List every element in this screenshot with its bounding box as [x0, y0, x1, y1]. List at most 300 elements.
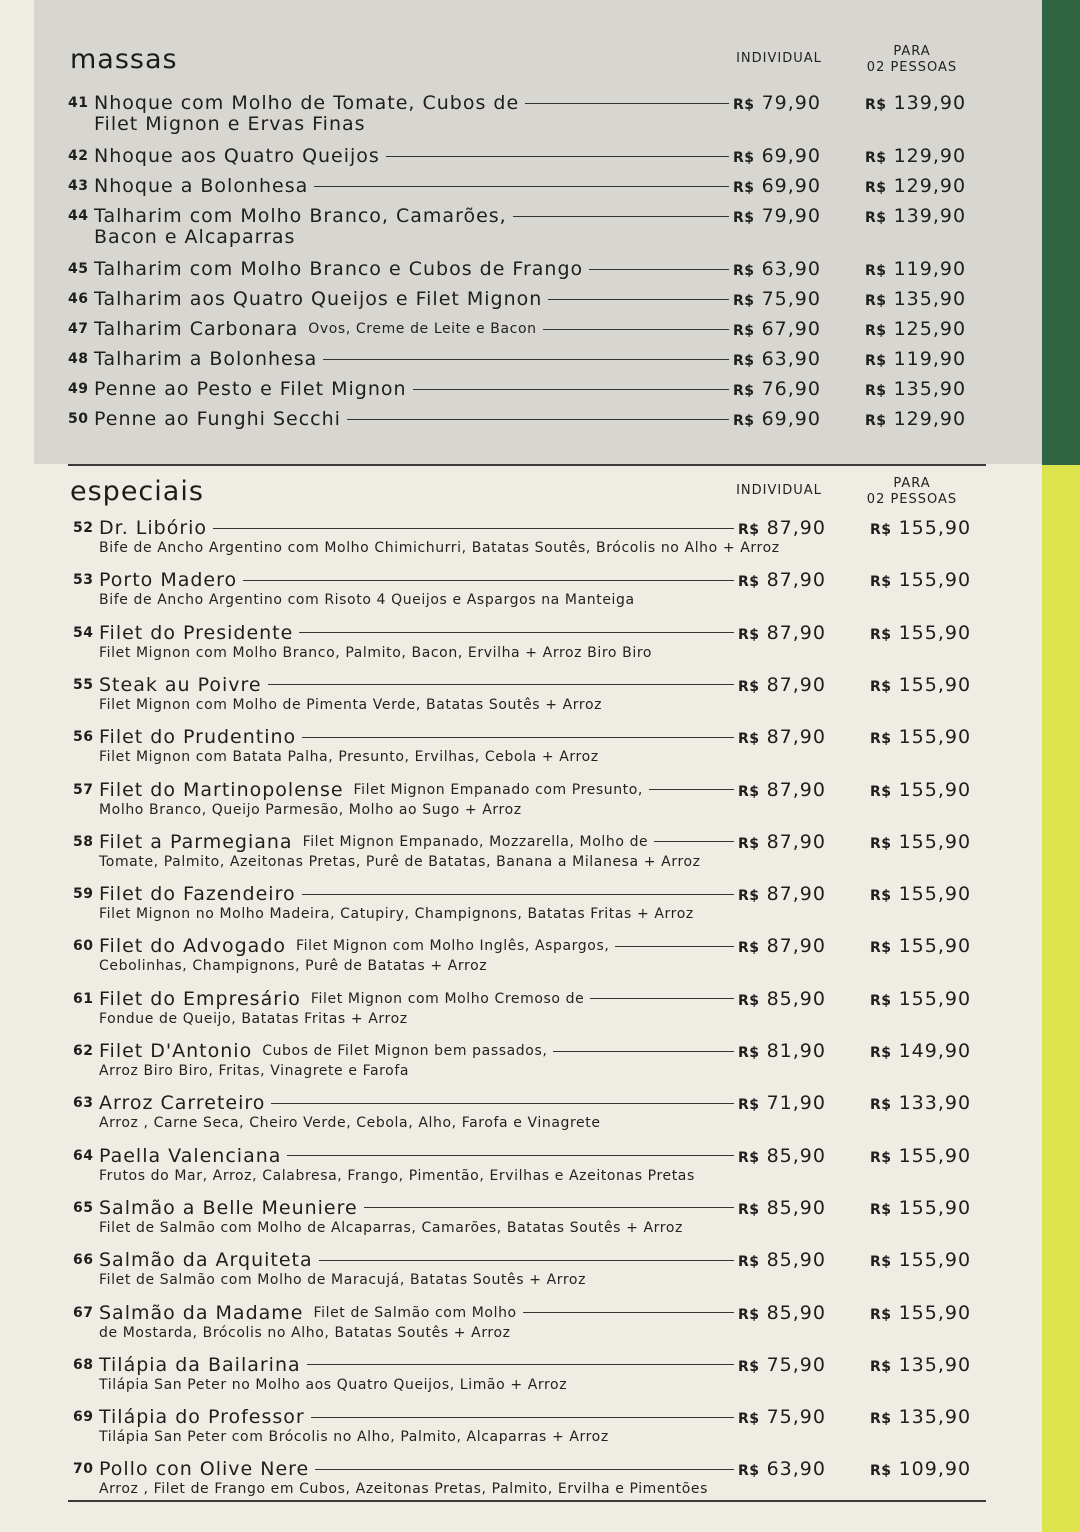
item-name: Penne ao Funghi Secchi — [94, 408, 341, 430]
item-number: 52 — [73, 520, 94, 536]
item-description: Frutos do Mar, Arroz, Calabresa, Frango, Pimentão, Ervilhas e Azeitonas Pretas — [99, 1167, 695, 1184]
massas-section-title: massas — [70, 44, 178, 75]
currency-symbol: R$ — [870, 1358, 892, 1375]
item-name: Salmão da Arquiteta — [99, 1249, 313, 1272]
price-individual-value: 69,90 — [761, 175, 821, 197]
item-name: Filet do Fazendeiro — [99, 883, 296, 906]
item-title-line — [73, 1352, 738, 1378]
item-title-line — [68, 406, 733, 432]
price-individual — [738, 881, 826, 907]
item-number: 53 — [73, 572, 94, 589]
item-number: 43 — [68, 178, 89, 194]
item-inline-description: Filet Mignon com Molho Inglês, Aspargos, — [296, 938, 610, 955]
price-individual — [738, 1195, 826, 1221]
currency-symbol: R$ — [870, 992, 892, 1009]
currency-symbol: R$ — [870, 783, 892, 800]
price-individual-value: 87,90 — [766, 778, 826, 801]
currency-symbol: R$ — [738, 1254, 760, 1271]
dotted-leader — [523, 1312, 734, 1313]
massas-col-pessoas: 02 PESSOAS — [866, 60, 958, 75]
price-two-people-value: 155,90 — [898, 1249, 972, 1272]
price-two-people-value: 155,90 — [898, 830, 972, 853]
item-name: Talharim com Molho Branco e Cubos de Frango — [94, 258, 584, 280]
price-two-people — [870, 1300, 971, 1326]
price-individual-value: 69,90 — [761, 408, 821, 430]
price-two-people — [870, 724, 971, 750]
price-two-people — [870, 1195, 971, 1221]
currency-symbol: R$ — [870, 1149, 892, 1166]
item-title-line — [73, 1143, 738, 1169]
price-two-people-value: 129,90 — [893, 408, 967, 430]
price-two-people-value: 155,90 — [898, 726, 972, 749]
currency-symbol: R$ — [733, 210, 755, 226]
currency-symbol: R$ — [870, 678, 892, 695]
price-individual — [738, 1038, 826, 1064]
price-two-people-value: 135,90 — [893, 288, 967, 310]
item-name: Salmão a Belle Meuniere — [99, 1196, 358, 1219]
dotted-leader — [525, 103, 729, 104]
dotted-leader — [299, 632, 734, 633]
price-individual — [733, 406, 821, 432]
currency-symbol: R$ — [870, 1411, 892, 1428]
price-individual-value: 81,90 — [766, 1040, 826, 1062]
item-title-line — [68, 376, 733, 402]
price-individual-value: 85,90 — [766, 1301, 826, 1324]
item-title-line — [68, 286, 733, 312]
item-title-line — [73, 933, 738, 959]
price-individual — [733, 316, 821, 342]
price-individual — [733, 346, 821, 372]
item-description: Filet Mignon com Molho de Pimenta Verde, Batatas Soutês + Arroz — [99, 696, 603, 713]
price-two-people — [870, 515, 971, 541]
price-two-people-value: 135,90 — [898, 1353, 972, 1376]
item-name: Talharim a Bolonhesa — [94, 348, 318, 370]
price-two-people — [865, 286, 966, 312]
item-name: Filet do Martinopolense — [99, 778, 344, 801]
item-description: Arroz Biro Biro, Fritas, Vinagrete e Farofa — [99, 1063, 410, 1079]
item-title-line — [68, 256, 733, 282]
item-title-line — [68, 316, 733, 342]
currency-symbol: R$ — [865, 210, 887, 226]
currency-symbol: R$ — [870, 1201, 892, 1218]
item-name: Filet do Advogado — [99, 935, 286, 958]
dotted-leader — [654, 841, 734, 842]
price-two-people — [865, 203, 966, 229]
currency-symbol: R$ — [870, 626, 892, 643]
price-individual — [738, 933, 826, 959]
dotted-leader — [213, 528, 734, 529]
price-individual-value: 87,90 — [766, 621, 826, 644]
item-number: 50 — [68, 411, 89, 427]
especiais-col-para-pessoas — [858, 476, 966, 508]
price-two-people-value: 125,90 — [893, 318, 967, 340]
price-individual-value: 63,90 — [761, 348, 821, 370]
item-title-line — [73, 881, 738, 907]
item-number: 63 — [73, 1095, 94, 1112]
dotted-leader — [314, 186, 729, 187]
price-two-people — [870, 829, 971, 855]
item-title-line — [73, 1300, 738, 1326]
currency-symbol: R$ — [870, 522, 892, 538]
especiais-section-title: especiais — [70, 476, 204, 507]
price-two-people-value: 119,90 — [893, 348, 967, 370]
item-number: 41 — [68, 95, 89, 111]
currency-symbol: R$ — [733, 383, 755, 399]
green-side-stripe — [1042, 0, 1080, 465]
price-individual — [733, 173, 821, 199]
item-title-line — [73, 724, 738, 750]
price-two-people-value: 129,90 — [893, 145, 967, 167]
dotted-leader — [319, 1260, 734, 1261]
price-individual — [738, 1404, 826, 1430]
price-individual-value: 85,90 — [766, 1144, 826, 1167]
item-name: Steak au Poivre — [99, 673, 262, 696]
price-two-people-value: 155,90 — [898, 1196, 972, 1219]
item-description: de Mostarda, Brócolis no Alho, Batatas Soutês + Arroz — [99, 1324, 511, 1341]
item-description: Tomate, Palmito, Azeitonas Pretas, Purê de Batatas, Banana a Milanesa + Arroz — [99, 853, 701, 870]
price-two-people — [870, 620, 971, 646]
yellow-side-stripe — [1042, 465, 1080, 1532]
dotted-leader — [589, 269, 729, 270]
dotted-leader — [243, 580, 734, 581]
item-inline-description: Filet Mignon Empanado, Mozzarella, Molho de — [302, 833, 649, 850]
price-individual-value: 87,90 — [766, 830, 826, 853]
item-name: Porto Madero — [99, 569, 238, 592]
price-individual-value: 76,90 — [761, 378, 821, 400]
dotted-leader — [268, 684, 734, 685]
currency-symbol: R$ — [738, 522, 760, 538]
price-two-people — [870, 672, 971, 698]
item-title-line — [73, 1456, 738, 1482]
massas-col-para: PARA — [893, 44, 931, 59]
currency-symbol: R$ — [733, 97, 755, 113]
price-two-people-value: 155,90 — [898, 1301, 972, 1324]
item-description: Arroz , Filet de Frango em Cubos, Azeitonas Pretas, Palmito, Ervilha e Pimentões — [99, 1481, 708, 1498]
currency-symbol: R$ — [870, 835, 892, 852]
item-title-line — [73, 1404, 738, 1430]
item-title-line — [73, 1247, 738, 1273]
price-individual-value: 75,90 — [766, 1353, 826, 1376]
currency-symbol: R$ — [865, 97, 887, 113]
item-description: Filet Mignon com Batata Palha, Presunto, Ervilhas, Cebola + Arroz — [99, 749, 599, 766]
bottom-rule — [68, 1500, 986, 1502]
item-name: Salmão da Madame — [99, 1301, 304, 1324]
price-individual — [738, 1300, 826, 1326]
price-two-people — [870, 1352, 971, 1378]
price-individual — [738, 1352, 826, 1378]
dotted-leader — [615, 946, 734, 947]
dotted-leader — [548, 299, 729, 300]
price-two-people — [865, 173, 966, 199]
price-individual — [738, 515, 826, 541]
item-name: Pollo con Olive Nere — [99, 1458, 310, 1481]
item-number: 44 — [68, 208, 89, 224]
dotted-leader — [287, 1155, 734, 1156]
price-individual-value: 87,90 — [766, 883, 826, 906]
price-two-people — [870, 1090, 971, 1116]
item-title-line — [73, 620, 738, 646]
item-number: 64 — [73, 1147, 94, 1164]
currency-symbol: R$ — [870, 731, 892, 748]
price-individual-value: 87,90 — [766, 517, 826, 539]
price-individual-value: 87,90 — [766, 673, 826, 696]
dotted-leader — [271, 1103, 734, 1104]
item-inline-description: Filet Mignon Empanado com Presunto, — [353, 781, 643, 798]
currency-symbol: R$ — [733, 293, 755, 309]
item-inline-description: Filet Mignon com Molho Cremoso de — [310, 990, 585, 1007]
currency-symbol: R$ — [865, 383, 887, 399]
dotted-leader — [311, 1417, 734, 1418]
item-number: 65 — [73, 1199, 94, 1216]
price-two-people — [865, 143, 966, 169]
dotted-leader — [513, 216, 729, 217]
currency-symbol: R$ — [870, 1463, 892, 1480]
item-name: Filet do Prudentino — [99, 726, 297, 749]
price-individual-value: 85,90 — [766, 1249, 826, 1272]
currency-symbol: R$ — [738, 626, 760, 643]
price-individual — [738, 724, 826, 750]
item-inline-description: Cubos de Filet Mignon bem passados, — [262, 1043, 548, 1059]
price-individual — [738, 620, 826, 646]
item-title-line — [73, 672, 738, 698]
item-title-line — [68, 143, 733, 169]
currency-symbol: R$ — [738, 1201, 760, 1218]
item-name: Filet a Parmegiana — [99, 830, 293, 853]
currency-symbol: R$ — [865, 150, 887, 166]
price-two-people-value: 155,90 — [898, 987, 972, 1010]
price-two-people — [865, 90, 966, 116]
currency-symbol: R$ — [733, 180, 755, 196]
price-two-people-value: 135,90 — [898, 1406, 972, 1429]
dotted-leader — [315, 1469, 734, 1470]
price-individual-value: 87,90 — [766, 569, 826, 592]
dotted-leader — [553, 1051, 734, 1052]
item-title-line — [73, 1038, 738, 1064]
item-name: Filet do Empresário — [99, 987, 301, 1010]
item-number: 54 — [73, 624, 94, 641]
currency-symbol: R$ — [733, 413, 755, 429]
price-two-people-value: 139,90 — [893, 92, 967, 114]
dotted-leader — [543, 329, 729, 330]
price-individual-value: 63,90 — [761, 258, 821, 280]
item-description: Tilápia San Peter no Molho aos Quatro Queijos, Limão + Arroz — [99, 1376, 568, 1393]
item-name-continued: Bacon e Alcaparras — [94, 226, 296, 248]
currency-symbol: R$ — [738, 678, 760, 695]
dotted-leader — [347, 419, 729, 420]
price-two-people-value: 119,90 — [893, 258, 967, 280]
item-number: 47 — [68, 321, 89, 337]
price-individual-value: 79,90 — [761, 205, 821, 227]
item-name: Nhoque aos Quatro Queijos — [94, 145, 380, 167]
item-name-continued: Filet Mignon e Ervas Finas — [94, 113, 366, 135]
massas-col-individual: INDIVIDUAL — [736, 51, 822, 66]
item-number: 58 — [73, 833, 94, 850]
price-individual — [733, 376, 821, 402]
item-number: 62 — [73, 1043, 94, 1059]
currency-symbol: R$ — [738, 1463, 760, 1480]
price-two-people-value: 139,90 — [893, 205, 967, 227]
currency-symbol: R$ — [738, 992, 760, 1009]
currency-symbol: R$ — [738, 1045, 760, 1061]
item-name: Talharim com Molho Branco, Camarões, — [94, 205, 507, 227]
item-title-line — [73, 777, 738, 803]
price-individual — [733, 203, 821, 229]
section-divider — [68, 464, 986, 466]
dotted-leader — [323, 359, 729, 360]
item-number: 69 — [73, 1409, 94, 1426]
item-name: Talharim aos Quatro Queijos e Filet Mignon — [94, 288, 543, 310]
item-description: Filet de Salmão com Molho de Maracujá, Batatas Soutês + Arroz — [99, 1272, 587, 1289]
item-number: 70 — [73, 1461, 94, 1478]
price-two-people — [870, 1456, 971, 1482]
item-description: Cebolinhas, Champignons, Purê de Batatas + Arroz — [99, 958, 488, 975]
price-two-people — [870, 1247, 971, 1273]
price-individual — [738, 567, 826, 593]
price-two-people-value: 133,90 — [898, 1092, 972, 1115]
item-name: Filet do Presidente — [99, 621, 294, 644]
dotted-leader — [302, 894, 734, 895]
item-name: Tilápia do Professor — [99, 1406, 305, 1429]
price-two-people — [870, 933, 971, 959]
currency-symbol: R$ — [865, 263, 887, 279]
item-title-line — [68, 173, 733, 199]
currency-symbol: R$ — [733, 323, 755, 339]
price-two-people — [870, 567, 971, 593]
currency-symbol: R$ — [865, 323, 887, 339]
price-two-people — [870, 1404, 971, 1430]
item-name: Filet D'Antonio — [99, 1040, 253, 1062]
item-number: 56 — [73, 729, 94, 746]
item-inline-description: Filet de Salmão com Molho — [313, 1304, 517, 1321]
item-number: 67 — [73, 1304, 94, 1321]
item-number: 61 — [73, 990, 94, 1007]
price-two-people-value: 155,90 — [898, 778, 972, 801]
price-two-people-value: 155,90 — [898, 673, 972, 696]
price-two-people-value: 135,90 — [893, 378, 967, 400]
price-two-people-value: 109,90 — [898, 1458, 972, 1481]
price-individual-value: 69,90 — [761, 145, 821, 167]
dotted-leader — [307, 1364, 734, 1365]
item-description: Molho Branco, Queijo Parmesão, Molho ao Sugo + Arroz — [99, 801, 522, 818]
price-individual — [738, 1247, 826, 1273]
dotted-leader — [590, 998, 734, 999]
item-number: 66 — [73, 1252, 94, 1269]
price-individual — [738, 777, 826, 803]
price-individual — [738, 1456, 826, 1482]
price-individual — [738, 829, 826, 855]
price-individual-value: 75,90 — [766, 1406, 826, 1429]
currency-symbol: R$ — [870, 1045, 892, 1061]
currency-symbol: R$ — [738, 888, 760, 905]
item-description: Bife de Ancho Argentino com Risoto 4 Queijos e Aspargos na Manteiga — [99, 592, 635, 609]
item-description: Fondue de Queijo, Batatas Fritas + Arroz — [99, 1010, 408, 1027]
price-individual — [733, 143, 821, 169]
price-two-people — [865, 256, 966, 282]
price-individual-value: 87,90 — [766, 935, 826, 958]
currency-symbol: R$ — [865, 180, 887, 196]
item-name: Talharim Carbonara — [94, 318, 299, 340]
price-two-people-value: 155,90 — [898, 621, 972, 644]
currency-symbol: R$ — [865, 293, 887, 309]
currency-symbol: R$ — [738, 940, 760, 957]
price-two-people — [865, 316, 966, 342]
price-individual — [733, 90, 821, 116]
item-description: Filet Mignon com Molho Branco, Palmito, Bacon, Ervilha + Arroz Biro Biro — [99, 644, 653, 661]
item-title-line — [73, 829, 738, 855]
item-name: Dr. Libório — [99, 517, 208, 539]
item-number: 55 — [73, 676, 94, 693]
item-title-line — [73, 1090, 738, 1116]
dotted-leader — [413, 389, 729, 390]
price-two-people-value: 155,90 — [898, 1144, 972, 1167]
currency-symbol: R$ — [738, 1358, 760, 1375]
currency-symbol: R$ — [870, 1254, 892, 1271]
especiais-col-individual: INDIVIDUAL — [736, 483, 822, 498]
item-number: 42 — [68, 148, 89, 164]
currency-symbol: R$ — [865, 413, 887, 429]
item-number: 59 — [73, 886, 94, 903]
currency-symbol: R$ — [738, 574, 760, 591]
price-two-people-value: 155,90 — [898, 935, 972, 958]
item-number: 68 — [73, 1356, 94, 1373]
price-individual — [738, 1090, 826, 1116]
price-individual-value: 63,90 — [766, 1458, 826, 1481]
item-name: Nhoque com Molho de Tomate, Cubos de — [94, 92, 520, 114]
item-number: 48 — [68, 351, 89, 367]
dotted-leader — [302, 737, 734, 738]
price-individual-value: 71,90 — [766, 1092, 826, 1115]
price-two-people-value: 155,90 — [898, 517, 972, 539]
currency-symbol: R$ — [738, 835, 760, 852]
price-two-people — [870, 1038, 971, 1064]
currency-symbol: R$ — [870, 1306, 892, 1323]
price-individual — [738, 986, 826, 1012]
item-title-line — [73, 986, 738, 1012]
currency-symbol: R$ — [870, 1097, 892, 1114]
item-description: Filet Mignon no Molho Madeira, Catupiry, Champignons, Batatas Fritas + Arroz — [99, 906, 694, 923]
price-individual-value: 79,90 — [761, 92, 821, 114]
currency-symbol: R$ — [865, 353, 887, 369]
price-two-people — [865, 346, 966, 372]
currency-symbol: R$ — [738, 1411, 760, 1428]
price-individual — [738, 672, 826, 698]
item-name: Tilápia da Bailarina — [99, 1353, 301, 1376]
price-two-people-value: 129,90 — [893, 175, 967, 197]
currency-symbol: R$ — [738, 1149, 760, 1166]
dotted-leader — [649, 789, 734, 790]
price-individual-value: 85,90 — [766, 987, 826, 1010]
item-title-line — [68, 346, 733, 372]
dotted-leader — [386, 156, 729, 157]
item-description: Arroz , Carne Seca, Cheiro Verde, Cebola, Alho, Farofa e Vinagrete — [99, 1115, 601, 1132]
item-description: Tilápia San Peter com Brócolis no Alho, Palmito, Alcaparras + Arroz — [99, 1429, 609, 1446]
price-individual — [733, 286, 821, 312]
price-two-people — [865, 376, 966, 402]
price-individual — [733, 256, 821, 282]
dotted-leader — [364, 1207, 734, 1208]
item-name: Nhoque a Bolonhesa — [94, 175, 309, 197]
item-inline-description: Ovos, Creme de Leite e Bacon — [308, 321, 537, 337]
currency-symbol: R$ — [733, 263, 755, 279]
especiais-col-pessoas: 02 PESSOAS — [866, 492, 958, 507]
price-two-people — [870, 1143, 971, 1169]
item-name: Arroz Carreteiro — [99, 1092, 266, 1115]
price-two-people-value: 155,90 — [898, 883, 972, 906]
currency-symbol: R$ — [870, 888, 892, 905]
price-individual — [738, 1143, 826, 1169]
price-two-people-value: 155,90 — [898, 569, 972, 592]
item-name: Penne ao Pesto e Filet Mignon — [94, 378, 407, 400]
